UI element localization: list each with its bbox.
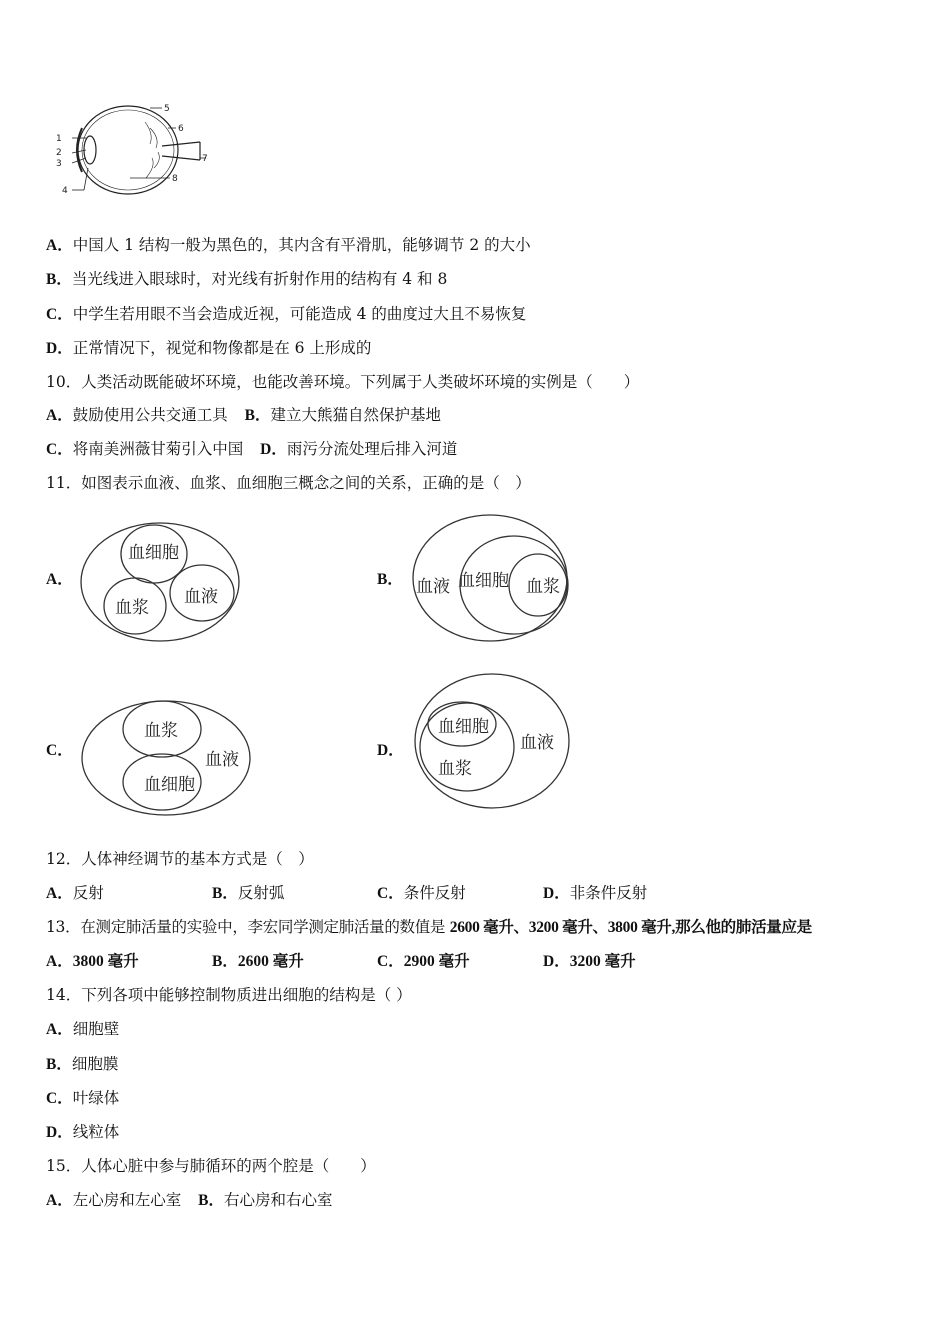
diagram-a-blood-label: 血液 <box>184 587 218 607</box>
eye-diagram <box>50 98 215 200</box>
q15-options: A．左心房和左心室 B．右心房和右心室 <box>46 1191 333 1209</box>
eye-label-7: 7 <box>202 154 208 164</box>
eye-label-4: 4 <box>62 186 68 196</box>
eye-label-8: 8 <box>172 174 178 184</box>
q12-stem: 12．人体神经调节的基本方式是（ ） <box>46 850 314 868</box>
q12-option-d: D．非条件反射 <box>543 884 648 902</box>
q11-diagram-d <box>412 670 574 812</box>
q13-option-c: C．2900 毫升 <box>377 953 470 970</box>
q14-option-c: C．叶绿体 <box>46 1089 120 1107</box>
diagram-b-plasma-label: 血浆 <box>526 577 560 597</box>
diagram-c-cells-label: 血细胞 <box>144 775 195 795</box>
q11-diagram-a <box>78 520 244 644</box>
q11-option-d-letter: D． <box>377 742 404 759</box>
diagram-c-blood-label: 血液 <box>205 750 239 770</box>
q9-option-a: A．中国人 1 结构一般为黑色的，其内含有平滑肌，能够调节 2 的大小 <box>46 236 531 254</box>
diagram-a-plasma-label: 血浆 <box>115 598 149 618</box>
diagram-b-blood-label: 血液 <box>416 577 450 597</box>
q13-option-d: D．3200 毫升 <box>543 953 636 970</box>
q14-option-a: A．细胞壁 <box>46 1020 120 1038</box>
eye-label-6: 6 <box>178 124 184 134</box>
q13-stem: 13．在测定肺活量的实验中，李宏同学测定肺活量的数值是 2600 毫升、3200 毫升、3800 毫升,那么他的肺活量应是 <box>46 918 812 936</box>
q10-stem: 10．人类活动既能破坏环境，也能改善环境。下列属于人类破坏环境的实例是（ ） <box>46 373 640 391</box>
eye-label-1: 1 <box>56 134 62 144</box>
q12-option-b: B．反射弧 <box>212 884 285 902</box>
q9-option-d: D．正常情况下，视觉和物像都是在 6 上形成的 <box>46 339 372 357</box>
q10-options-row2: C．将南美洲薇甘菊引入中国 D．雨污分流处理后排入河道 <box>46 440 458 458</box>
q13-option-b: B．2600 毫升 <box>212 953 304 970</box>
eye-label-2: 2 <box>56 148 62 158</box>
diagram-d-cells-label: 血细胞 <box>438 717 489 737</box>
q11-option-a-letter: A． <box>46 571 73 588</box>
q12-option-a: A．反射 <box>46 884 104 902</box>
q10-options-row1: A．鼓励使用公共交通工具 B．建立大熊猫自然保护基地 <box>46 406 442 424</box>
diagram-b-cells-label: 血细胞 <box>458 571 509 591</box>
diagram-d-blood-label: 血液 <box>520 733 554 753</box>
q11-option-b-letter: B． <box>377 571 403 588</box>
eye-label-5: 5 <box>164 104 170 114</box>
q14-option-d: D．线粒体 <box>46 1123 120 1141</box>
q11-stem: 11．如图表示血液、血浆、血细胞三概念之间的关系，正确的是（ ） <box>46 474 531 492</box>
q15-stem: 15．人体心脏中参与肺循环的两个腔是（ ） <box>46 1157 376 1175</box>
q14-stem: 14．下列各项中能够控制物质进出细胞的结构是（ ） <box>46 986 412 1004</box>
diagram-d-plasma-label: 血浆 <box>438 759 472 779</box>
q11-option-c-letter: C． <box>46 742 73 759</box>
q11-diagram-c <box>80 698 256 820</box>
eye-label-3: 3 <box>56 159 62 169</box>
q13-option-a: A．3800 毫升 <box>46 953 139 970</box>
q9-option-c: C．中学生若用眼不当会造成近视，可能造成 4 的曲度过大且不易恢复 <box>46 305 527 323</box>
diagram-a-cells-label: 血细胞 <box>128 543 179 563</box>
eyeball-outline <box>78 106 178 194</box>
diagram-c-plasma-label: 血浆 <box>144 721 178 741</box>
q11-diagram-b <box>410 510 574 646</box>
q12-option-c: C．条件反射 <box>377 884 466 902</box>
q14-option-b: B．细胞膜 <box>46 1055 119 1073</box>
q9-option-b: B．当光线进入眼球时，对光线有折射作用的结构有 4 和 8 <box>46 270 448 288</box>
